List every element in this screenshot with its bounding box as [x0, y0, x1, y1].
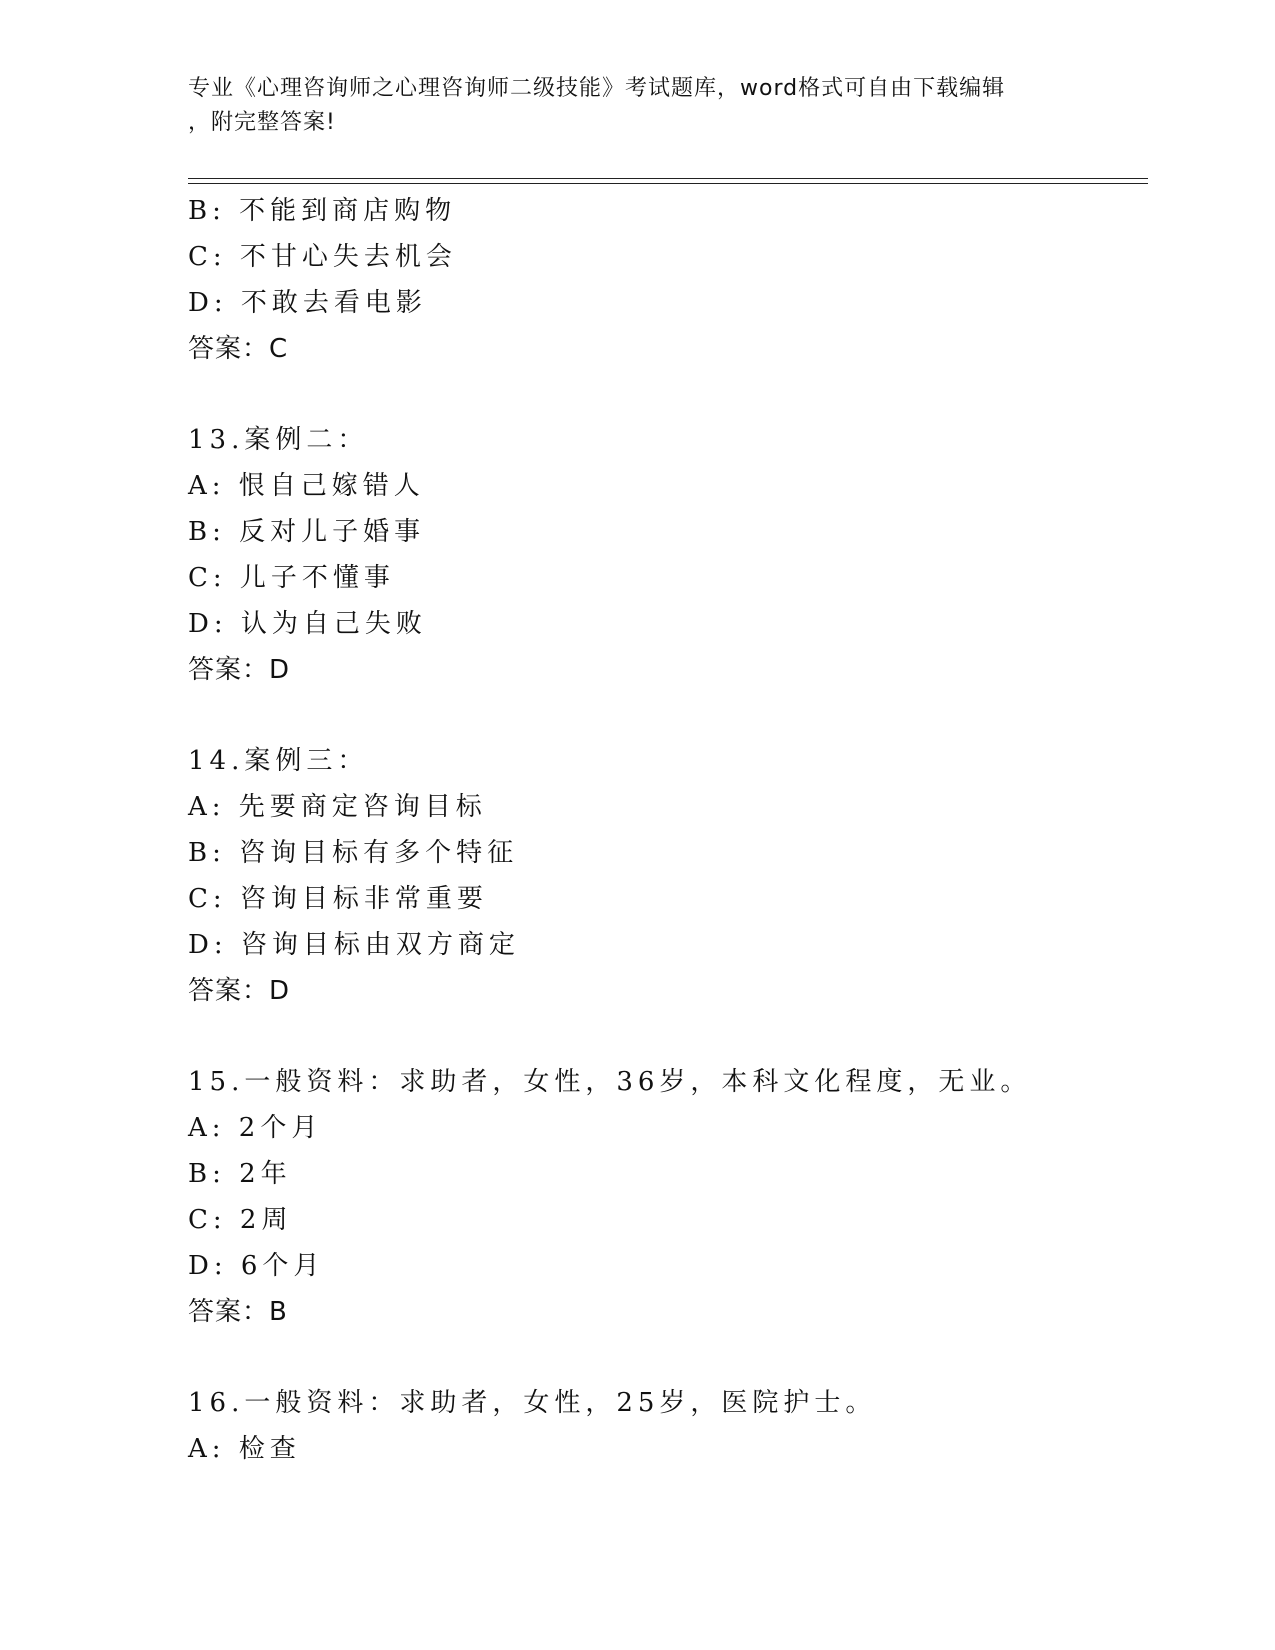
spacer [188, 1014, 1148, 1059]
spacer [188, 693, 1148, 738]
option-c: C: 咨询目标非常重要 [188, 884, 488, 914]
header-divider-top [188, 178, 1148, 179]
header-line-1: 专业《心理咨询师之心理咨询师二级技能》考试题库，word格式可自由下载编辑 [188, 76, 1006, 101]
option-a: A: 2个月 [188, 1113, 323, 1143]
question-15-block [188, 1059, 1148, 1335]
option-d: D: 咨询目标由双方商定 [188, 930, 520, 960]
question-13-block [188, 417, 1148, 693]
question-title: 15.一般资料：求助者，女性，36岁，本科文化程度，无业。 [188, 1067, 1032, 1097]
answer-line: 答案：D [188, 976, 291, 1006]
answer-line: 答案：C [188, 334, 289, 364]
header-line-2: ，附完整答案! [188, 110, 336, 135]
option-b: B: 咨询目标有多个特征 [188, 838, 519, 868]
option-b: B: 反对儿子婚事 [188, 517, 426, 547]
header-divider-bottom [188, 183, 1148, 184]
option-c: C: 2周 [188, 1205, 293, 1235]
option-a: A: 检查 [188, 1434, 301, 1464]
option-d: D: 6个月 [188, 1251, 325, 1281]
document-header [188, 72, 1068, 140]
question-title: 16.一般资料：求助者，女性，25岁，医院护士。 [188, 1388, 877, 1418]
question-title: 13.案例二： [188, 425, 369, 455]
answer-line: 答案：B [188, 1297, 288, 1327]
option-a: A: 先要商定咨询目标 [188, 792, 487, 822]
option-b: B: 不能到商店购物 [188, 196, 457, 226]
question-content [188, 188, 1148, 1472]
option-a: A: 恨自己嫁错人 [188, 471, 425, 501]
spacer [188, 372, 1148, 417]
answer-line: 答案：D [188, 655, 291, 685]
question-16-block [188, 1380, 1148, 1472]
option-d: D: 不敢去看电影 [188, 288, 427, 318]
option-b: B: 2年 [188, 1159, 292, 1189]
option-c: C: 不甘心失去机会 [188, 242, 457, 272]
question-title: 14.案例三： [188, 746, 369, 776]
option-d: D: 认为自己失败 [188, 609, 427, 639]
question-12-block [188, 188, 1148, 372]
question-14-block [188, 738, 1148, 1014]
option-c: C: 儿子不懂事 [188, 563, 395, 593]
spacer [188, 1335, 1148, 1380]
